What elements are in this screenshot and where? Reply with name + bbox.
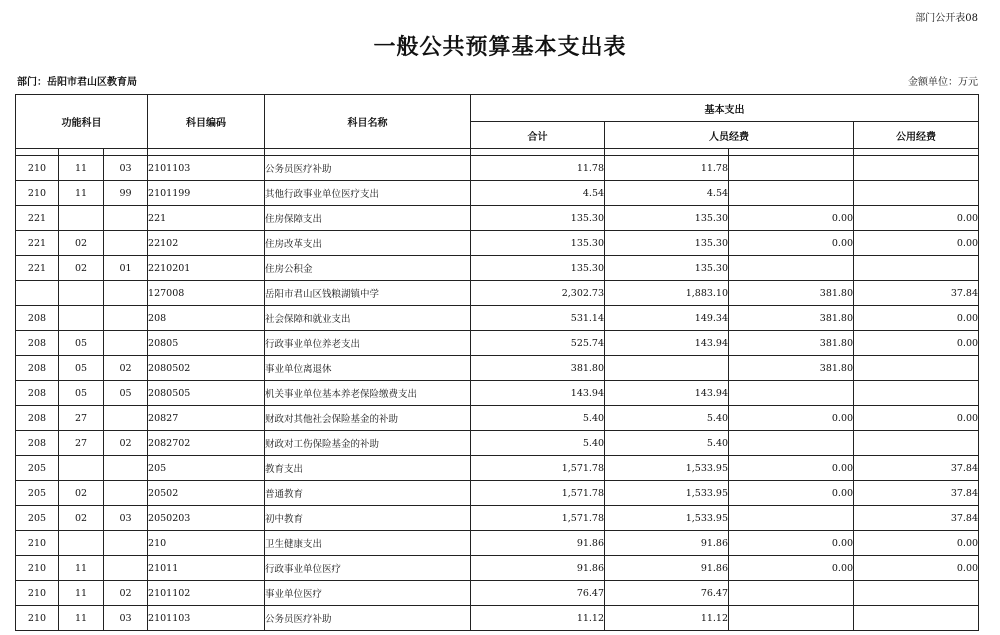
personnel-sub-cell [729,181,854,206]
subject-code-cell: 2080505 [148,381,265,406]
function-item-cell [104,331,148,356]
personnel-cell: 76.47 [605,581,729,606]
form-number: 部门公开表08 [915,13,978,24]
personnel-sub-cell: 0.00 [729,231,854,256]
function-category-cell: 27 [59,431,104,456]
personnel-sub-cell: 0.00 [729,206,854,231]
personnel-sub-cell [729,581,854,606]
subject-code-cell: 2210201 [148,256,265,281]
function-class-cell: 221 [16,206,59,231]
function-item-cell [104,456,148,481]
table-row [16,331,979,356]
subject-name-cell: 公务员医疗补助 [265,606,471,631]
personnel-cell: 149.34 [605,306,729,331]
public-cell: 0.00 [854,306,979,331]
public-cell: 37.84 [854,456,979,481]
subject-code-cell: 205 [148,456,265,481]
public-cell [854,381,979,406]
header-function-subject: 功能科目 [16,95,148,149]
public-cell [854,156,979,181]
public-cell: 0.00 [854,556,979,581]
subject-name-cell: 社会保障和就业支出 [265,306,471,331]
function-class-cell: 208 [16,381,59,406]
subject-name-cell: 岳阳市君山区钱粮湖镇中学 [265,281,471,306]
total-cell: 5.40 [471,431,605,456]
department-label: 部门：岳阳市君山区教育局 [17,77,137,88]
total-cell: 1,571.78 [471,456,605,481]
function-category-cell: 11 [59,156,104,181]
table-row [16,206,979,231]
function-category-cell: 11 [59,581,104,606]
function-item-cell [104,206,148,231]
subject-name-cell: 事业单位医疗 [265,581,471,606]
header-public: 公用经费 [854,122,979,149]
personnel-sub-cell: 0.00 [729,556,854,581]
subject-code-cell: 2082702 [148,431,265,456]
table-row [16,456,979,481]
function-class-cell: 205 [16,456,59,481]
public-cell [854,356,979,381]
total-cell: 91.86 [471,556,605,581]
table-row [16,431,979,456]
table-row [16,581,979,606]
subject-code-cell: 2101103 [148,606,265,631]
function-item-cell: 99 [104,181,148,206]
function-category-cell: 11 [59,606,104,631]
function-category-cell [59,306,104,331]
personnel-cell: 1,533.95 [605,456,729,481]
personnel-cell: 5.40 [605,406,729,431]
function-class-cell: 221 [16,256,59,281]
public-cell: 37.84 [854,481,979,506]
table-row [16,181,979,206]
personnel-cell: 1,533.95 [605,506,729,531]
table-row [16,281,979,306]
function-item-cell [104,531,148,556]
subject-name-cell: 住房保障支出 [265,206,471,231]
subject-name-cell: 住房公积金 [265,256,471,281]
function-category-cell: 02 [59,481,104,506]
function-category-cell [59,206,104,231]
function-item-cell: 03 [104,156,148,181]
total-cell: 1,571.78 [471,481,605,506]
personnel-sub-cell: 381.80 [729,306,854,331]
total-cell: 381.80 [471,356,605,381]
function-category-cell: 11 [59,556,104,581]
total-cell: 2,302.73 [471,281,605,306]
function-class-cell: 210 [16,531,59,556]
total-cell: 76.47 [471,581,605,606]
total-cell: 525.74 [471,331,605,356]
function-item-cell [104,406,148,431]
subject-name-cell: 行政事业单位医疗 [265,556,471,581]
personnel-cell: 91.86 [605,531,729,556]
table-header [16,95,979,156]
subject-code-cell: 21011 [148,556,265,581]
personnel-sub-cell [729,156,854,181]
function-class-cell: 205 [16,481,59,506]
function-class-cell: 210 [16,181,59,206]
budget-table [15,94,979,631]
personnel-cell [605,356,729,381]
personnel-sub-cell [729,256,854,281]
subject-code-cell: 22102 [148,231,265,256]
subject-name-cell: 其他行政事业单位医疗支出 [265,181,471,206]
personnel-sub-cell: 0.00 [729,406,854,431]
personnel-cell: 135.30 [605,256,729,281]
function-category-cell: 05 [59,356,104,381]
personnel-cell: 1,883.10 [605,281,729,306]
subject-code-cell: 20827 [148,406,265,431]
personnel-sub-cell [729,381,854,406]
function-class-cell: 205 [16,506,59,531]
subject-code-cell: 2101102 [148,581,265,606]
personnel-sub-cell: 381.80 [729,331,854,356]
function-item-cell: 03 [104,506,148,531]
function-class-cell: 221 [16,231,59,256]
public-cell [854,606,979,631]
table-row [16,481,979,506]
subject-name-cell: 卫生健康支出 [265,531,471,556]
personnel-cell: 135.30 [605,231,729,256]
function-category-cell: 02 [59,506,104,531]
table-row [16,506,979,531]
function-category-cell: 02 [59,231,104,256]
public-cell: 0.00 [854,206,979,231]
function-item-cell: 02 [104,431,148,456]
function-category-cell [59,531,104,556]
total-cell: 4.54 [471,181,605,206]
public-cell: 0.00 [854,406,979,431]
header-subject-code: 科目编码 [148,95,265,149]
table-row [16,231,979,256]
personnel-sub-cell [729,506,854,531]
subject-code-cell: 20805 [148,331,265,356]
function-item-cell [104,231,148,256]
personnel-cell: 4.54 [605,181,729,206]
function-item-cell: 02 [104,356,148,381]
subject-code-cell: 20502 [148,481,265,506]
function-category-cell: 11 [59,181,104,206]
subject-code-cell: 221 [148,206,265,231]
personnel-sub-cell: 381.80 [729,356,854,381]
function-item-cell [104,556,148,581]
total-cell: 135.30 [471,256,605,281]
function-category-cell: 27 [59,406,104,431]
public-cell: 0.00 [854,231,979,256]
total-cell: 531.14 [471,306,605,331]
personnel-sub-cell [729,431,854,456]
table-row [16,256,979,281]
function-class-cell: 208 [16,331,59,356]
personnel-sub-cell: 0.00 [729,481,854,506]
function-category-cell [59,456,104,481]
table-row [16,356,979,381]
public-cell [854,181,979,206]
subject-code-cell: 208 [148,306,265,331]
function-item-cell: 05 [104,381,148,406]
function-class-cell [16,281,59,306]
subject-name-cell: 普通教育 [265,481,471,506]
table-row [16,556,979,581]
total-cell: 135.30 [471,231,605,256]
subject-name-cell: 行政事业单位养老支出 [265,331,471,356]
subject-name-cell: 机关事业单位基本养老保险缴费支出 [265,381,471,406]
function-category-cell: 05 [59,331,104,356]
subject-name-cell: 财政对工伤保险基金的补助 [265,431,471,456]
personnel-cell: 11.78 [605,156,729,181]
subject-code-cell: 2101103 [148,156,265,181]
header-personnel: 人员经费 [605,122,854,149]
total-cell: 11.12 [471,606,605,631]
personnel-cell: 143.94 [605,331,729,356]
function-item-cell [104,306,148,331]
function-item-cell: 02 [104,581,148,606]
public-cell: 0.00 [854,531,979,556]
total-cell: 143.94 [471,381,605,406]
function-category-cell: 02 [59,256,104,281]
personnel-sub-cell: 0.00 [729,531,854,556]
public-cell [854,431,979,456]
personnel-cell: 1,533.95 [605,481,729,506]
subject-code-cell: 210 [148,531,265,556]
function-category-cell: 05 [59,381,104,406]
function-class-cell: 210 [16,581,59,606]
header-basic-expenditure: 基本支出 [471,95,979,122]
header-total: 合计 [471,122,605,149]
personnel-cell: 91.86 [605,556,729,581]
function-category-cell [59,281,104,306]
table-row [16,156,979,181]
subject-code-cell: 2050203 [148,506,265,531]
subject-name-cell: 住房改革支出 [265,231,471,256]
personnel-cell: 143.94 [605,381,729,406]
function-class-cell: 210 [16,156,59,181]
header-subject-name: 科目名称 [265,95,471,149]
function-item-cell: 01 [104,256,148,281]
table-row [16,306,979,331]
subject-code-cell: 2101199 [148,181,265,206]
personnel-cell: 5.40 [605,431,729,456]
public-cell: 0.00 [854,331,979,356]
table-row [16,606,979,631]
function-item-cell: 03 [104,606,148,631]
subject-name-cell: 事业单位离退休 [265,356,471,381]
function-item-cell [104,281,148,306]
personnel-cell: 135.30 [605,206,729,231]
personnel-cell: 11.12 [605,606,729,631]
function-class-cell: 208 [16,406,59,431]
public-cell: 37.84 [854,506,979,531]
table-row [16,406,979,431]
personnel-sub-cell: 0.00 [729,456,854,481]
total-cell: 1,571.78 [471,506,605,531]
total-cell: 91.86 [471,531,605,556]
personnel-sub-cell: 381.80 [729,281,854,306]
total-cell: 11.78 [471,156,605,181]
table-row [16,531,979,556]
subject-name-cell: 公务员医疗补助 [265,156,471,181]
subject-name-cell: 教育支出 [265,456,471,481]
public-cell: 37.84 [854,281,979,306]
function-class-cell: 208 [16,431,59,456]
subject-code-cell: 127008 [148,281,265,306]
function-item-cell [104,481,148,506]
function-class-cell: 208 [16,306,59,331]
table-row [16,381,979,406]
subject-code-cell: 2080502 [148,356,265,381]
total-cell: 135.30 [471,206,605,231]
function-class-cell: 208 [16,356,59,381]
table-body [16,156,979,631]
function-class-cell: 210 [16,606,59,631]
function-class-cell: 210 [16,556,59,581]
subject-name-cell: 财政对其他社会保险基金的补助 [265,406,471,431]
subject-name-cell: 初中教育 [265,506,471,531]
public-cell [854,256,979,281]
total-cell: 5.40 [471,406,605,431]
page-title: 一般公共预算基本支出表 [373,34,627,60]
public-cell [854,581,979,606]
personnel-sub-cell [729,606,854,631]
amount-unit-label: 金额单位：万元 [908,77,978,88]
